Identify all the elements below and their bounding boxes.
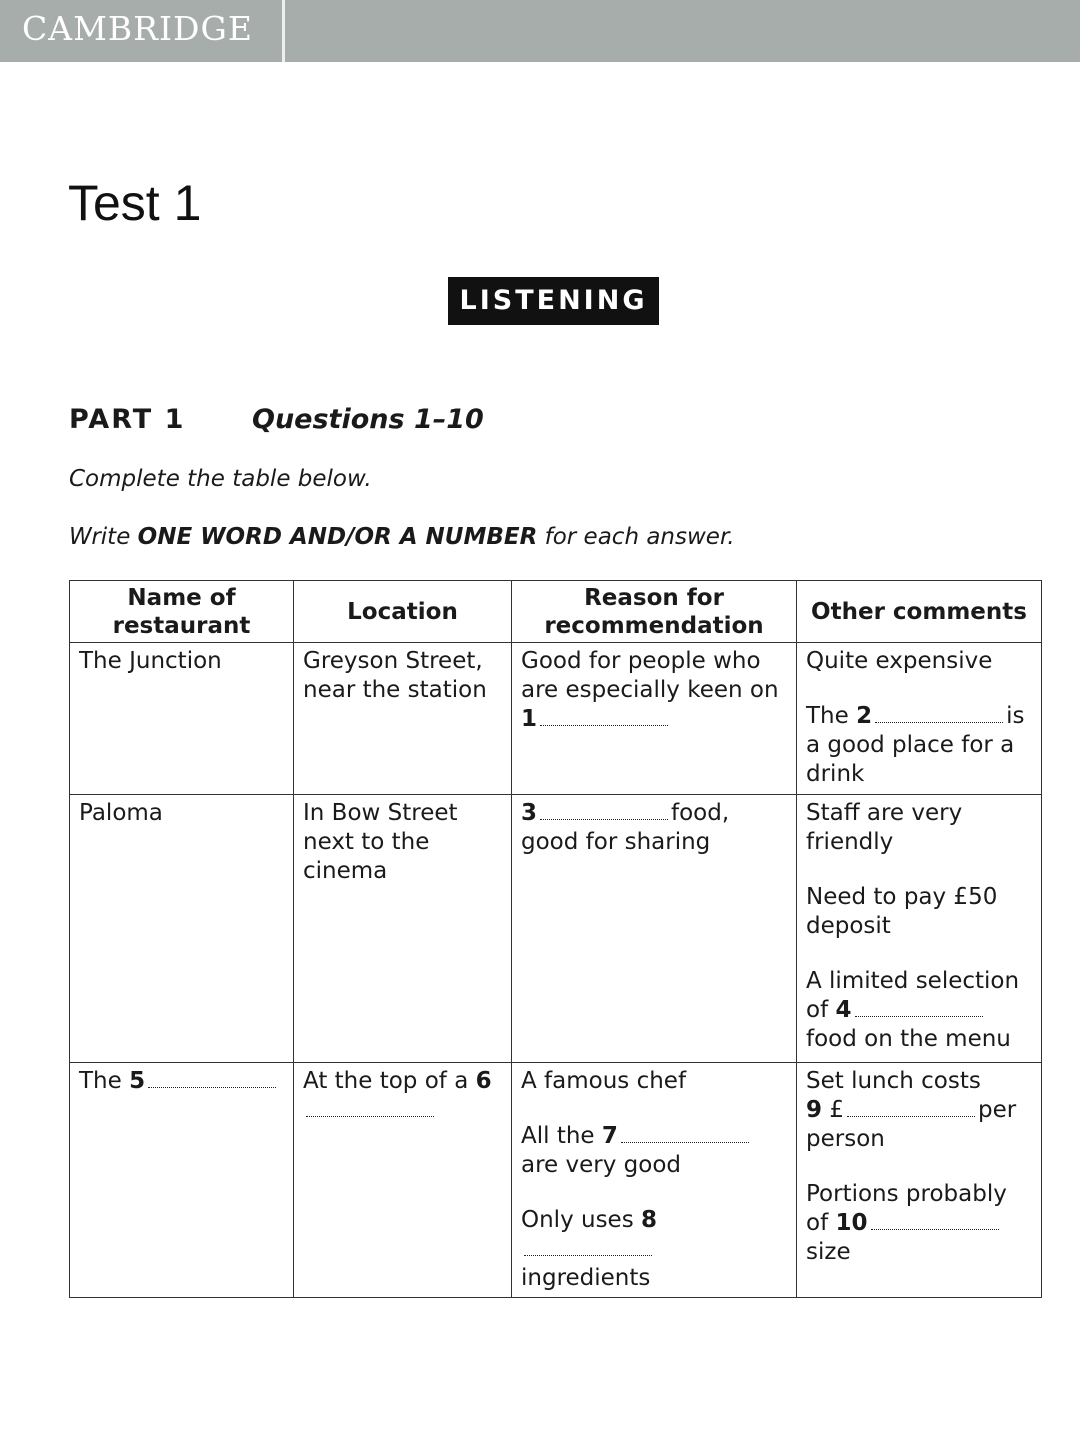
question-number: 2	[856, 703, 873, 729]
reason-text: Good for people who are especially keen on	[521, 648, 779, 703]
header-divider	[282, 0, 285, 62]
answer-blank[interactable]	[621, 1122, 749, 1143]
answer-blank[interactable]	[540, 705, 668, 726]
part-label: PART 1	[69, 404, 186, 435]
spacer	[806, 676, 1032, 702]
answer-blank[interactable]	[855, 996, 983, 1017]
questions-label: Questions 1–10	[252, 404, 484, 435]
cell-comments	[797, 1063, 1042, 1298]
section-badge: LISTENING	[448, 277, 659, 325]
comment-suffix: per	[977, 1097, 1017, 1123]
header-comments: Other comments	[797, 581, 1042, 643]
answer-blank[interactable]	[540, 799, 668, 820]
restaurant-table	[69, 580, 1042, 1298]
answer-blank[interactable]	[871, 1209, 999, 1230]
comment-tail: size	[806, 1239, 851, 1265]
cell-comments	[797, 795, 1042, 1063]
instruction-suffix: for each answer.	[537, 524, 735, 550]
table-header-row	[70, 581, 1042, 643]
cell-name	[70, 795, 294, 1063]
cell-reason	[512, 795, 797, 1063]
spacer	[521, 1096, 787, 1122]
comment-prefix: Set lunch costs	[806, 1068, 981, 1094]
restaurant-name: Paloma	[79, 800, 163, 826]
cell-location	[294, 795, 512, 1063]
currency-symbol: £	[829, 1097, 844, 1123]
question-number: 6	[475, 1068, 492, 1094]
comment-prefix: Portions probably of	[806, 1181, 1007, 1236]
comment-tail: food on the menu	[806, 1026, 1011, 1052]
instruction-word-limit	[69, 524, 735, 550]
reason-tail: ingredients	[521, 1265, 651, 1291]
reason-text: A famous chef	[521, 1068, 687, 1094]
answer-blank[interactable]	[306, 1096, 434, 1117]
header-location: Location	[294, 581, 512, 643]
reason-prefix: All the	[521, 1123, 595, 1149]
reason-prefix: Only uses	[521, 1207, 634, 1233]
reason-suffix: food,	[671, 800, 730, 826]
question-number: 9	[806, 1097, 823, 1123]
name-prefix: The	[79, 1068, 122, 1094]
table-row	[70, 1063, 1042, 1298]
spacer	[806, 857, 1032, 883]
spacer	[806, 1154, 1032, 1180]
table-row	[70, 795, 1042, 1063]
answer-blank[interactable]	[875, 702, 1003, 723]
answer-blank[interactable]	[847, 1096, 975, 1117]
cell-location	[294, 1063, 512, 1298]
comment-text: Need to pay £50 deposit	[806, 884, 998, 939]
cell-name	[70, 1063, 294, 1298]
table-row	[70, 643, 1042, 795]
comment-text: Quite expensive	[806, 648, 993, 674]
comment-text: Staff are very friendly	[806, 800, 963, 855]
cell-name	[70, 643, 294, 795]
page-title: Test 1	[68, 175, 202, 231]
cell-location	[294, 643, 512, 795]
restaurant-name: The Junction	[79, 648, 222, 674]
question-number: 3	[521, 800, 538, 826]
comment-tail: person	[806, 1126, 885, 1152]
header-bar	[0, 0, 1080, 62]
location-text: Greyson Street, near the station	[303, 648, 487, 703]
question-number: 1	[521, 706, 538, 732]
reason-tail: are very good	[521, 1152, 681, 1178]
location-text: In Bow Street next to the cinema	[303, 800, 458, 884]
header-name: Name of restaurant	[70, 581, 294, 643]
question-number: 4	[835, 997, 852, 1023]
question-number: 8	[641, 1207, 658, 1233]
comment-prefix: A limited selection of	[806, 968, 1020, 1023]
question-number: 10	[835, 1210, 868, 1236]
reason-tail: good for sharing	[521, 829, 711, 855]
spacer	[521, 1180, 787, 1206]
cell-reason	[512, 643, 797, 795]
header-reason: Reason for recommendation	[512, 581, 797, 643]
answer-blank[interactable]	[148, 1067, 276, 1088]
publisher-logo: CAMBRIDGE	[22, 9, 253, 48]
question-number: 7	[601, 1123, 618, 1149]
comment-prefix: The	[806, 703, 849, 729]
instruction-complete: Complete the table below.	[69, 466, 372, 492]
spacer	[806, 941, 1032, 967]
cell-comments	[797, 643, 1042, 795]
comment-tail: a good place for a drink	[806, 732, 1015, 787]
instruction-emphasis: ONE WORD AND/OR A NUMBER	[137, 524, 538, 550]
answer-blank[interactable]	[524, 1235, 652, 1256]
instruction-prefix: Write	[69, 524, 138, 550]
location-prefix: At the top of a	[303, 1068, 469, 1094]
cell-reason	[512, 1063, 797, 1298]
question-number: 5	[129, 1068, 146, 1094]
comment-suffix: is	[1006, 703, 1025, 729]
